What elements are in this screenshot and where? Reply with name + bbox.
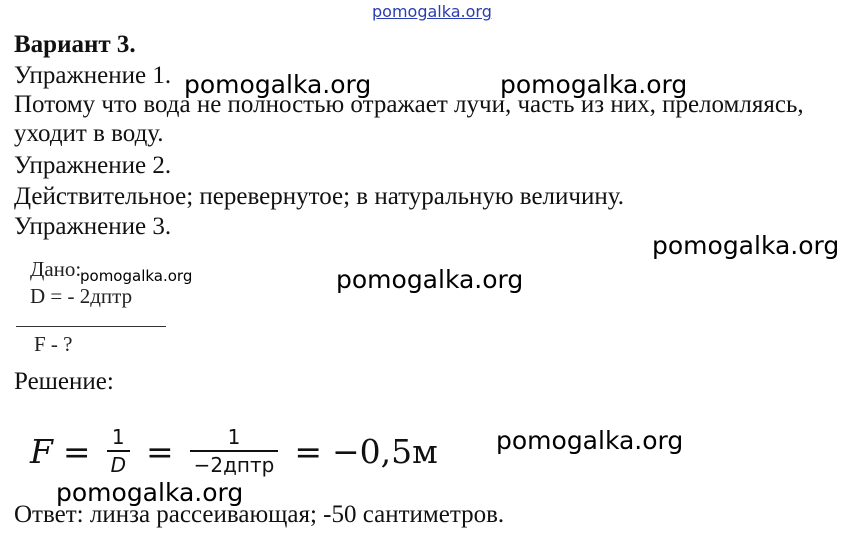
watermark-3: pomogalka.org [652, 231, 840, 260]
formula-equals-3: = [294, 431, 323, 471]
formula-fraction-2 [190, 424, 279, 478]
exercise-3-title: Упражнение 3. [14, 213, 172, 240]
fraction-1-numerator: 1 [111, 425, 125, 449]
watermark-1: pomogalka.org [184, 70, 372, 99]
fraction-2-denominator: −2дптр [193, 453, 275, 477]
watermark-2: pomogalka.org [500, 70, 688, 99]
variant-heading: Вариант 3. [14, 31, 136, 58]
fraction-2-numerator: 1 [227, 425, 241, 449]
formula-equals-1: = [62, 431, 91, 471]
watermark-4: pomogalka.org [80, 267, 193, 285]
given-divider [16, 326, 166, 327]
exercise-1-text-line-2: уходит в воду. [14, 120, 164, 147]
exercise-2-text: Действительное; перевернутое; в натуральную величину. [14, 183, 624, 210]
answer-text: Ответ: линза рассеивающая; -50 сантиметров. [14, 501, 505, 528]
exercise-1-text-line-1: Потому что вода не полностью отражает лучи, часть из них, преломляясь, [14, 91, 804, 118]
formula-fraction-1 [107, 424, 130, 478]
given-label: Дано: [30, 257, 82, 281]
watermark-7: pomogalka.org [56, 478, 244, 507]
find-value: F - ? [34, 332, 73, 356]
watermark-top: pomogalka.org [372, 2, 492, 21]
watermark-6: pomogalka.org [496, 426, 684, 455]
solution-label: Решение: [14, 368, 114, 395]
fraction-1-denominator: D [110, 453, 126, 477]
exercise-2-title: Упражнение 2. [14, 152, 172, 179]
exercise-1-title: Упражнение 1. [14, 62, 172, 89]
watermark-5: pomogalka.org [336, 265, 524, 294]
formula-lhs: F [30, 431, 53, 471]
given-value: D = - 2дптр [30, 284, 133, 308]
formula [30, 416, 438, 486]
formula-equals-2: = [145, 431, 174, 471]
formula-result: −0,5м [332, 431, 438, 471]
